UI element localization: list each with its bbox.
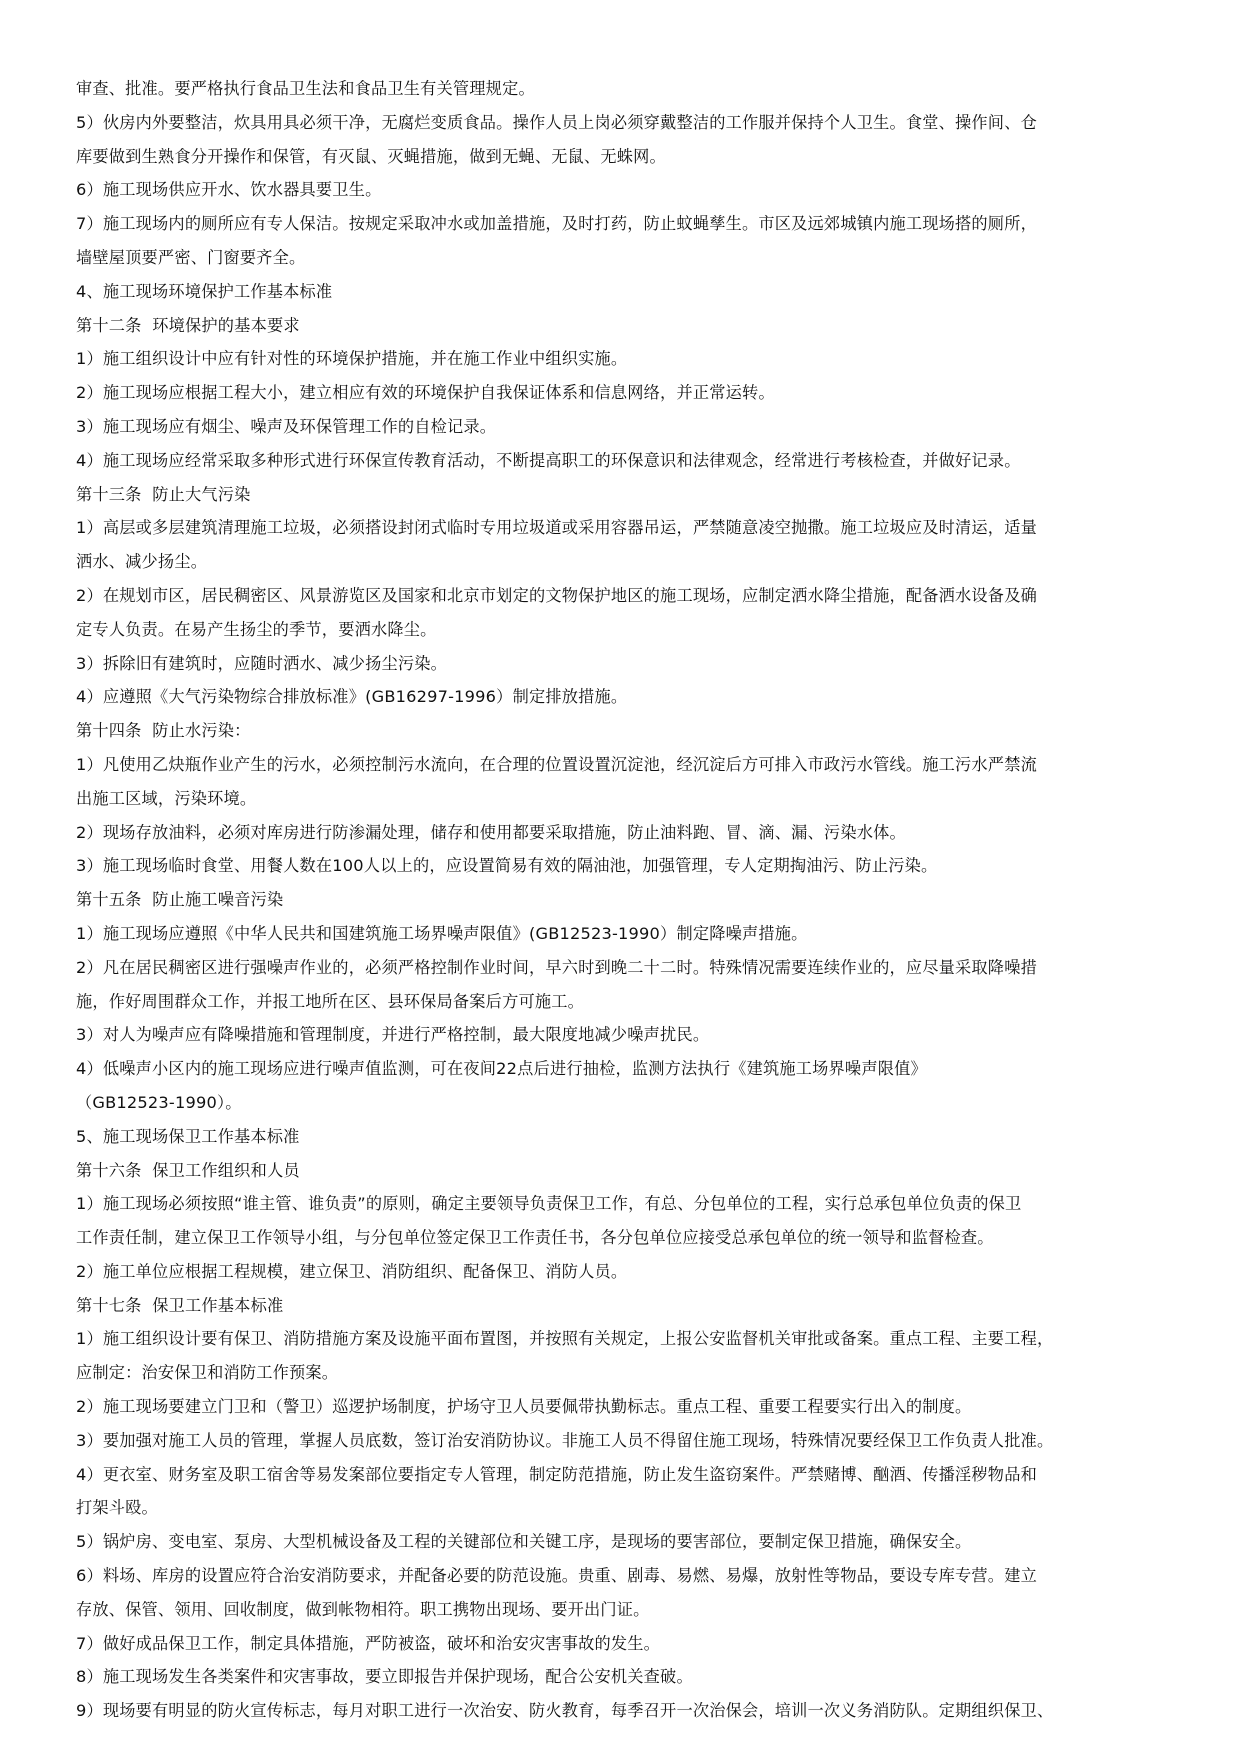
text-line: 第十四条 防止水污染： [76,721,251,741]
text-line: 1）施工现场必须按照“谁主管、谁负责”的原则，确定主要领导负责保卫工作，有总、分包单位的工程，实行总承包单位负责的保卫 [76,1194,1022,1214]
text-line: 2）施工现场要建立门卫和（警卫）巡逻护场制度，护场守卫人员要佩带执勤标志。重点工程、重要工程要实行出入的制度。 [76,1397,972,1417]
text-line: 1）高层或多层建筑清理施工垃圾，必须搭设封闭式临时专用垃圾道或采用容器吊运，严禁随意凌空抛撒。施工垃圾应及时清运，适量 [76,518,1037,538]
text-line: 第十五条 防止施工噪音污染 [76,890,284,910]
text-line: 3）拆除旧有建筑时，应随时洒水、减少扬尘污染。 [76,653,448,673]
text-line: 6）料场、库房的设置应符合治安消防要求，并配备必要的防范设施。贵重、剧毒、易燃、易爆，放射性等物品，要设专库专营。建立 [76,1566,1037,1586]
text-line: 墙壁屋顶要严密、门窗要齐全。 [76,247,306,267]
text-line: 出施工区域，污染环境。 [76,788,257,808]
text-line: 第十二条 环境保护的基本要求 [76,315,300,335]
text-line: 3）要加强对施工人员的管理，掌握人员底数，签订治安消防协议。非施工人员不得留住施工现场，特殊情况要经保卫工作负责人批准。 [76,1430,1054,1450]
text-line: 4）施工现场应经常采取多种形式进行环保宣传教育活动，不断提高职工的环保意识和法律观念，经常进行考核检查，并做好记录。 [76,450,1021,470]
text-line: 2）施工现场应根据工程大小，建立相应有效的环境保护自我保证体系和信息网络，并正常运转。 [76,383,775,403]
text-line: 工作责任制，建立保卫工作领导小组，与分包单位签定保卫工作责任书，各分包单位应接受总承包单位的统一领导和监督检查。 [76,1228,994,1248]
text-line: 3）施工现场应有烟尘、噪声及环保管理工作的自检记录。 [76,416,497,436]
text-line: 7）施工现场内的厕所应有专人保洁。按规定采取冲水或加盖措施，及时打药，防止蚊蝇孳生。市区及远郊城镇内施工现场搭的厕所， [76,214,1037,234]
text-line: 1）施工组织设计要有保卫、消防措施方案及设施平面布置图，并按照有关规定，上报公安监督机关审批或备案。重点工程、主要工程， [76,1329,1054,1349]
text-line: 第十六条 保卫工作组织和人员 [76,1160,300,1180]
text-line: 审查、批准。要严格执行食品卫生法和食品卫生有关管理规定。 [76,79,535,98]
text-line: 4）应遵照《大气污染物综合排放标准》(GB16297-1996）制定排放措施。 [76,687,628,707]
text-line: 5、施工现场保卫工作基本标准 [76,1126,300,1146]
text-line: 2）现场存放油料，必须对库房进行防渗漏处理，储存和使用都要采取措施，防止油料跑、冒、滴、漏、污染水体。 [76,822,906,842]
text-line: 1）施工现场应遵照《中华人民共和国建筑施工场界噪声限值》(GB12523-1990）制定降噪声措施。 [76,923,808,943]
text-line: 8）施工现场发生各类案件和灾害事故，要立即报告并保护现场，配合公安机关查破。 [76,1667,693,1687]
text-line: 7）做好成品保卫工作，制定具体措施，严防被盗，破坏和治安灾害事故的发生。 [76,1633,661,1653]
text-line: （GB12523-1990）。 [76,1092,242,1112]
text-line: 6）施工现场供应开水、饮水器具要卫生。 [76,180,382,200]
text-line: 5）伙房内外要整洁，炊具用具必须干净，无腐烂变质食品。操作人员上岗必须穿戴整洁的工作服并保持个人卫生。食堂、操作间、仓 [76,112,1037,132]
text-line: 库要做到生熟食分开操作和保管，有灭鼠、灭蝇措施，做到无蝇、无鼠、无蛛网。 [76,146,666,166]
text-line: 2）在规划市区，居民稠密区、风景游览区及国家和北京市划定的文物保护地区的施工现场，应制定洒水降尘措施，配备洒水设备及确 [76,585,1037,605]
text-line: 第十三条 防止大气污染 [76,484,251,504]
text-line: 4、施工现场环境保护工作基本标准 [76,281,333,301]
text-line: 洒水、减少扬尘。 [76,552,208,572]
text-line: 1）施工组织设计中应有针对性的环境保护措施，并在施工作业中组织实施。 [76,349,628,369]
text-line: 3）施工现场临时食堂、用餐人数在100人以上的，应设置简易有效的隔油池，加强管理，专人定期掏油污、防止污染。 [76,856,938,876]
text-line: 第十七条 保卫工作基本标准 [76,1295,284,1315]
text-line: 应制定：治安保卫和消防工作预案。 [76,1363,339,1383]
text-line: 定专人负责。在易产生扬尘的季节，要洒水降尘。 [76,619,437,639]
text-line: 存放、保管、领用、回收制度，做到帐物相符。职工携物出现场、要开出门证。 [76,1599,650,1619]
document-page [76,72,1166,1728]
text-line: 2）凡在居民稠密区进行强噪声作业的，必须严格控制作业时间，早六时到晚二十二时。特殊情况需要连续作业的，应尽量采取降噪措 [76,957,1037,977]
text-line: 5）锅炉房、变电室、泵房、大型机械设备及工程的关键部位和关键工序，是现场的要害部位，要制定保卫措施，确保安全。 [76,1532,972,1552]
text-line: 4）更衣室、财务室及职工宿舍等易发案部位要指定专人管理，制定防范措施，防止发生盗窃案件。严禁赌博、酗酒、传播淫秽物品和 [76,1464,1037,1484]
text-line: 施，作好周围群众工作，并报工地所在区、县环保局备案后方可施工。 [76,991,585,1011]
text-line: 4）低噪声小区内的施工现场应进行噪声值监测，可在夜间22点后进行抽检，监测方法执行《建筑施工场界噪声限值》 [76,1059,927,1079]
text-line: 1）凡使用乙炔瓶作业产生的污水，必须控制污水流向，在合理的位置设置沉淀池，经沉淀后方可排入市政污水管线。施工污水严禁流 [76,754,1037,774]
text-line: 9）现场要有明显的防火宣传标志，每月对职工进行一次治安、防火教育，每季召开一次治保会，培训一次义务消防队。定期组织保卫、 [76,1701,1054,1721]
text-line: 打架斗殴。 [76,1498,158,1518]
text-line: 2）施工单位应根据工程规模，建立保卫、消防组织、配备保卫、消防人员。 [76,1261,628,1281]
text-line: 3）对人为噪声应有降噪措施和管理制度，并进行严格控制，最大限度地减少噪声扰民。 [76,1025,710,1045]
